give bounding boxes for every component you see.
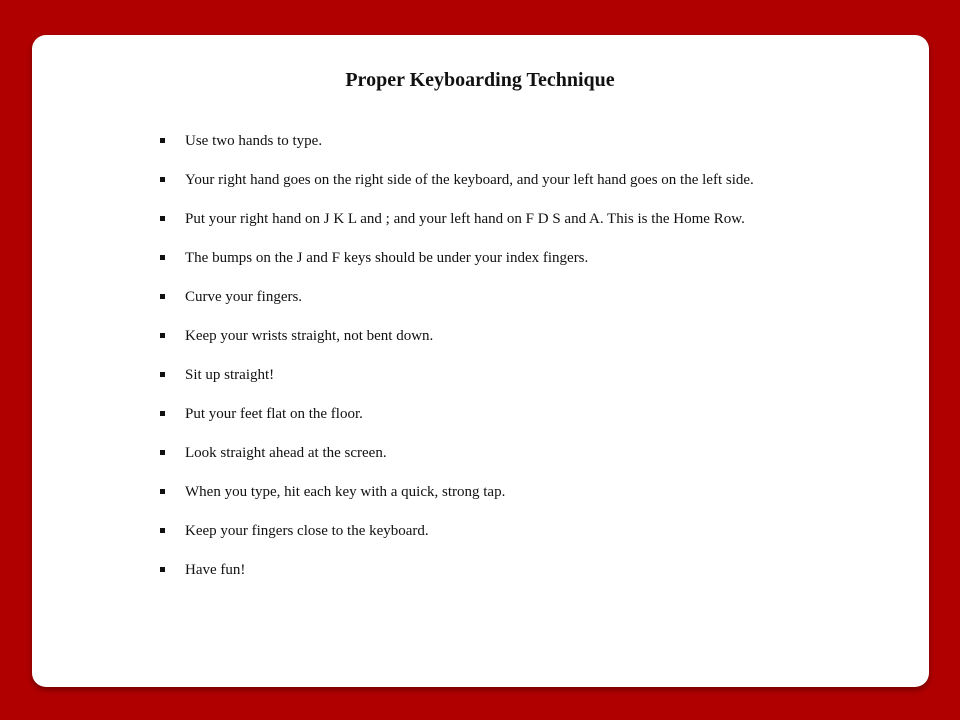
- list-item-text: Look straight ahead at the screen.: [185, 445, 387, 461]
- list-item-text: Put your feet flat on the floor.: [185, 406, 363, 422]
- list-item: [153, 443, 813, 463]
- list-item-text: Curve your fingers.: [185, 289, 303, 305]
- list-item-text: Keep your wrists straight, not bent down.: [185, 328, 434, 344]
- square-bullet-icon: [160, 138, 165, 143]
- list-item: [153, 209, 813, 229]
- list-item-text: Keep your fingers close to the keyboard.: [185, 523, 429, 539]
- bullet-list: [153, 131, 813, 580]
- list-item-text: Put your right hand on J K L and ; and your left hand on F D S and A. This is the Home Row.: [185, 211, 745, 227]
- page-title: Proper Keyboarding Technique: [345, 69, 615, 91]
- list-item: [153, 404, 813, 424]
- list-item: [153, 521, 813, 541]
- list-item: [153, 560, 813, 580]
- square-bullet-icon: [160, 528, 165, 533]
- square-bullet-icon: [160, 333, 165, 338]
- list-item-text: Have fun!: [185, 562, 246, 578]
- list-item-text: The bumps on the J and F keys should be under your index fingers.: [185, 250, 589, 266]
- square-bullet-icon: [160, 294, 165, 299]
- square-bullet-icon: [160, 567, 165, 572]
- list-item: [153, 326, 813, 346]
- list-item: [153, 170, 813, 190]
- list-item: [153, 248, 813, 268]
- list-item-text: Your right hand goes on the right side of the keyboard, and your left hand goes on the left side.: [185, 172, 754, 188]
- square-bullet-icon: [160, 216, 165, 221]
- square-bullet-icon: [160, 177, 165, 182]
- list-item-text: Sit up straight!: [185, 367, 275, 383]
- square-bullet-icon: [160, 411, 165, 416]
- square-bullet-icon: [160, 255, 165, 260]
- list-item: [153, 365, 813, 385]
- list-item: [153, 482, 813, 502]
- list-item-text: When you type, hit each key with a quick, strong tap.: [185, 484, 506, 500]
- list-item-text: Use two hands to type.: [185, 133, 323, 149]
- list-item: [153, 131, 813, 151]
- square-bullet-icon: [160, 489, 165, 494]
- square-bullet-icon: [160, 372, 165, 377]
- list-item: [153, 287, 813, 307]
- square-bullet-icon: [160, 450, 165, 455]
